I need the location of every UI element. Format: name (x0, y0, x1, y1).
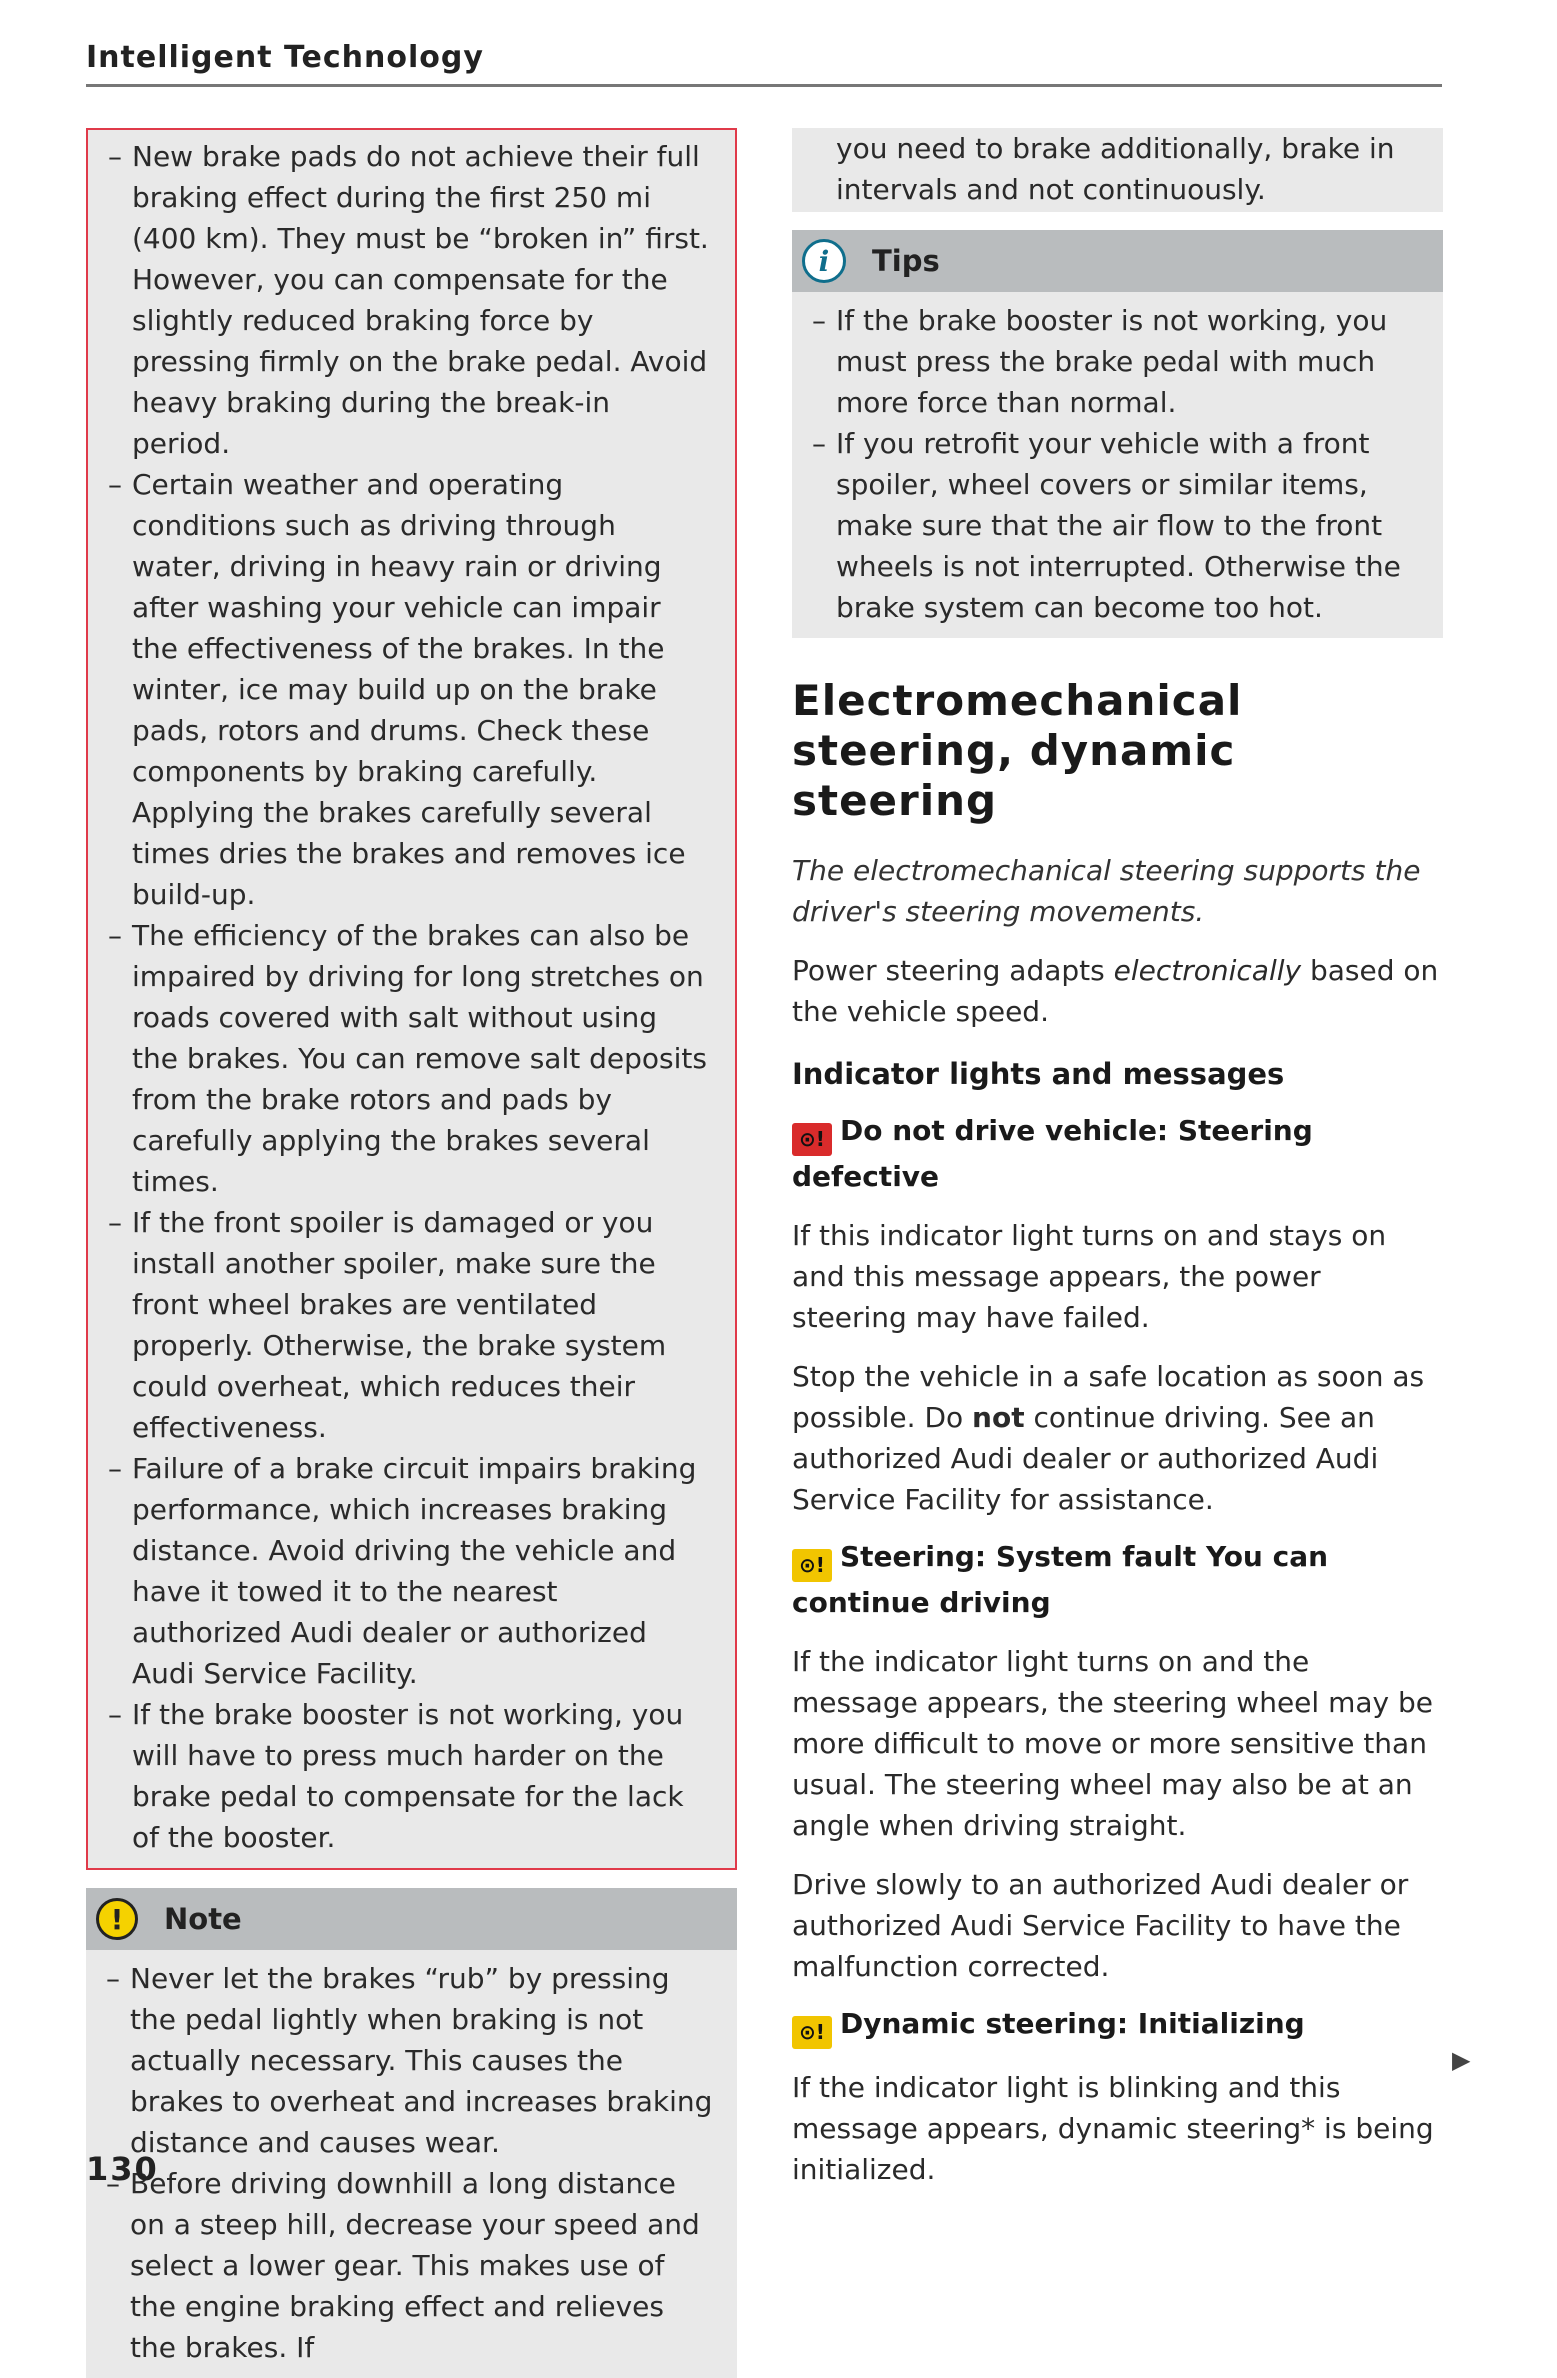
steering-warning-yellow-icon: ⊙! (792, 1549, 832, 1582)
indicator-initializing (792, 2003, 1443, 2049)
note-header (86, 1888, 737, 1950)
tips-item-retrofit: – If you retrofit your vehicle with a front spoiler, wheel covers or similar items, make sure that the air flow to the front wheels is not interrupted. Otherwise the brake system can become too hot. (812, 423, 1419, 628)
continue-arrow-icon: ▶ (1452, 2046, 1471, 2074)
power-text-emphasis: electronically (1113, 954, 1302, 987)
indicator-system-fault-title: Steering: System fault You can continue driving (792, 1540, 1329, 1619)
header-rule (86, 84, 1442, 87)
power-text-post: based on the vehicle speed. (792, 954, 1439, 1028)
ind2-drive-paragraph: Drive slowly to an authorized Audi dealer or authorized Audi Service Facility to have the malfunction corrected. (792, 1868, 1409, 1983)
note-item-rub: – Never let the brakes “rub” by pressing the pedal lightly when braking is not actually necessary. This causes the brakes to overheat and increases braking distance and causes wear. (106, 1958, 713, 2163)
section-intro: The electromechanical steering supports the driver's steering movements. (792, 854, 1421, 928)
warning-item-brake-circuit: – Failure of a brake circuit impairs braking performance, which increases braking distance. Avoid driving the vehicle and have it towed it to the nearest authorized Audi dealer or authorized Audi Service Facility. (108, 1448, 711, 1694)
note-body (86, 1950, 737, 2378)
ind3-paragraph: If the indicator light is blinking and this message appears, dynamic steering* is being initialized. (792, 2071, 1434, 2186)
left-column (86, 128, 737, 2378)
running-head: Intelligent Technology (86, 40, 484, 75)
tips-header (792, 230, 1443, 292)
right-column (792, 128, 1443, 2190)
indicator-initializing-title: Dynamic steering: Initializing (840, 2007, 1305, 2040)
steering-warning-red-icon: ⊙! (792, 1123, 832, 1156)
tips-item-booster: – If the brake booster is not working, you must press the brake pedal with much more force than normal. (812, 300, 1419, 423)
warning-item-break-in: – New brake pads do not achieve their full braking effect during the first 250 mi (400 km). They must be “broken in” first. However, you can compensate for the slightly reduced braking force by pressing firmly on the brake pedal. Avoid heavy braking during the break-in period. (108, 136, 711, 464)
page-number: 130 (86, 2150, 159, 2188)
power-text-pre: Power steering adapts (792, 954, 1114, 987)
ind2-paragraph: If the indicator light turns on and the message appears, the steering wheel may be more difficult to move or more sensitive than usual. The steering wheel may also be at an angle when driving straight. (792, 1645, 1433, 1842)
ind1-stop-bold: not (972, 1401, 1025, 1434)
ind1-paragraph: If this indicator light turns on and stays on and this message appears, the power steering may have failed. (792, 1219, 1387, 1334)
tips-title: Tips (872, 244, 940, 278)
tips-box (792, 230, 1443, 638)
section-title: Electromechanical steering, dynamic steering (792, 676, 1243, 825)
note-box (86, 1888, 737, 2378)
warning-box (86, 128, 737, 1870)
note-item-downhill: – Before driving downhill a long distance on a steep hill, decrease your speed and select a lower gear. This makes use of the engine braking effect and relieves the brakes. If (106, 2163, 713, 2368)
info-icon: i (802, 239, 846, 283)
note-list (106, 1958, 713, 2368)
warning-item-spoiler: – If the front spoiler is damaged or you install another spoiler, make sure the front wheel brakes are ventilated properly. Otherwise, the brake system could overheat, which reduces their effectiveness. (108, 1202, 711, 1448)
steering-initializing-yellow-icon: ⊙! (792, 2016, 832, 2049)
note-continuation: you need to brake additionally, brake in intervals and not continuously. (792, 128, 1443, 212)
warning-item-salt: – The efficiency of the brakes can also be impaired by driving for long stretches on roads covered with salt without using the brakes. You can remove salt deposits from the brake rotors and pads by carefully applying the brakes several times. (108, 915, 711, 1202)
warning-list (108, 136, 711, 1858)
indicator-system-fault (792, 1536, 1443, 1623)
ind1-stop-paragraph (792, 1356, 1443, 1520)
tips-list (812, 300, 1419, 628)
warning-item-weather: – Certain weather and operating conditions such as driving through water, driving in heavy rain or driving after washing your vehicle can impair the effectiveness of the brakes. In the winter, ice may build up on the brake pads, rotors and drums. Check these components by braking carefully. Applying the brakes carefully several times dries the brakes and removes ice build-up. (108, 464, 711, 915)
tips-body (792, 292, 1443, 638)
exclamation-icon: ! (96, 1898, 138, 1940)
warning-item-booster: – If the brake booster is not working, you will have to press much harder on the brake pedal to compensate for the lack of the booster. (108, 1694, 711, 1858)
indicator-steering-defective (792, 1110, 1443, 1197)
power-steering-paragraph (792, 950, 1443, 1032)
ind1-stop-pre: Stop the vehicle in a safe location as soon as possible. Do (792, 1360, 1425, 1434)
ind1-stop-post: continue driving. See an authorized Audi dealer or authorized Audi Service Facility for assistance. (792, 1401, 1379, 1516)
indicator-subheading: Indicator lights and messages (792, 1057, 1285, 1091)
indicator-steering-defective-title: Do not drive vehicle: Steering defective (792, 1114, 1313, 1193)
note-title: Note (164, 1902, 242, 1936)
